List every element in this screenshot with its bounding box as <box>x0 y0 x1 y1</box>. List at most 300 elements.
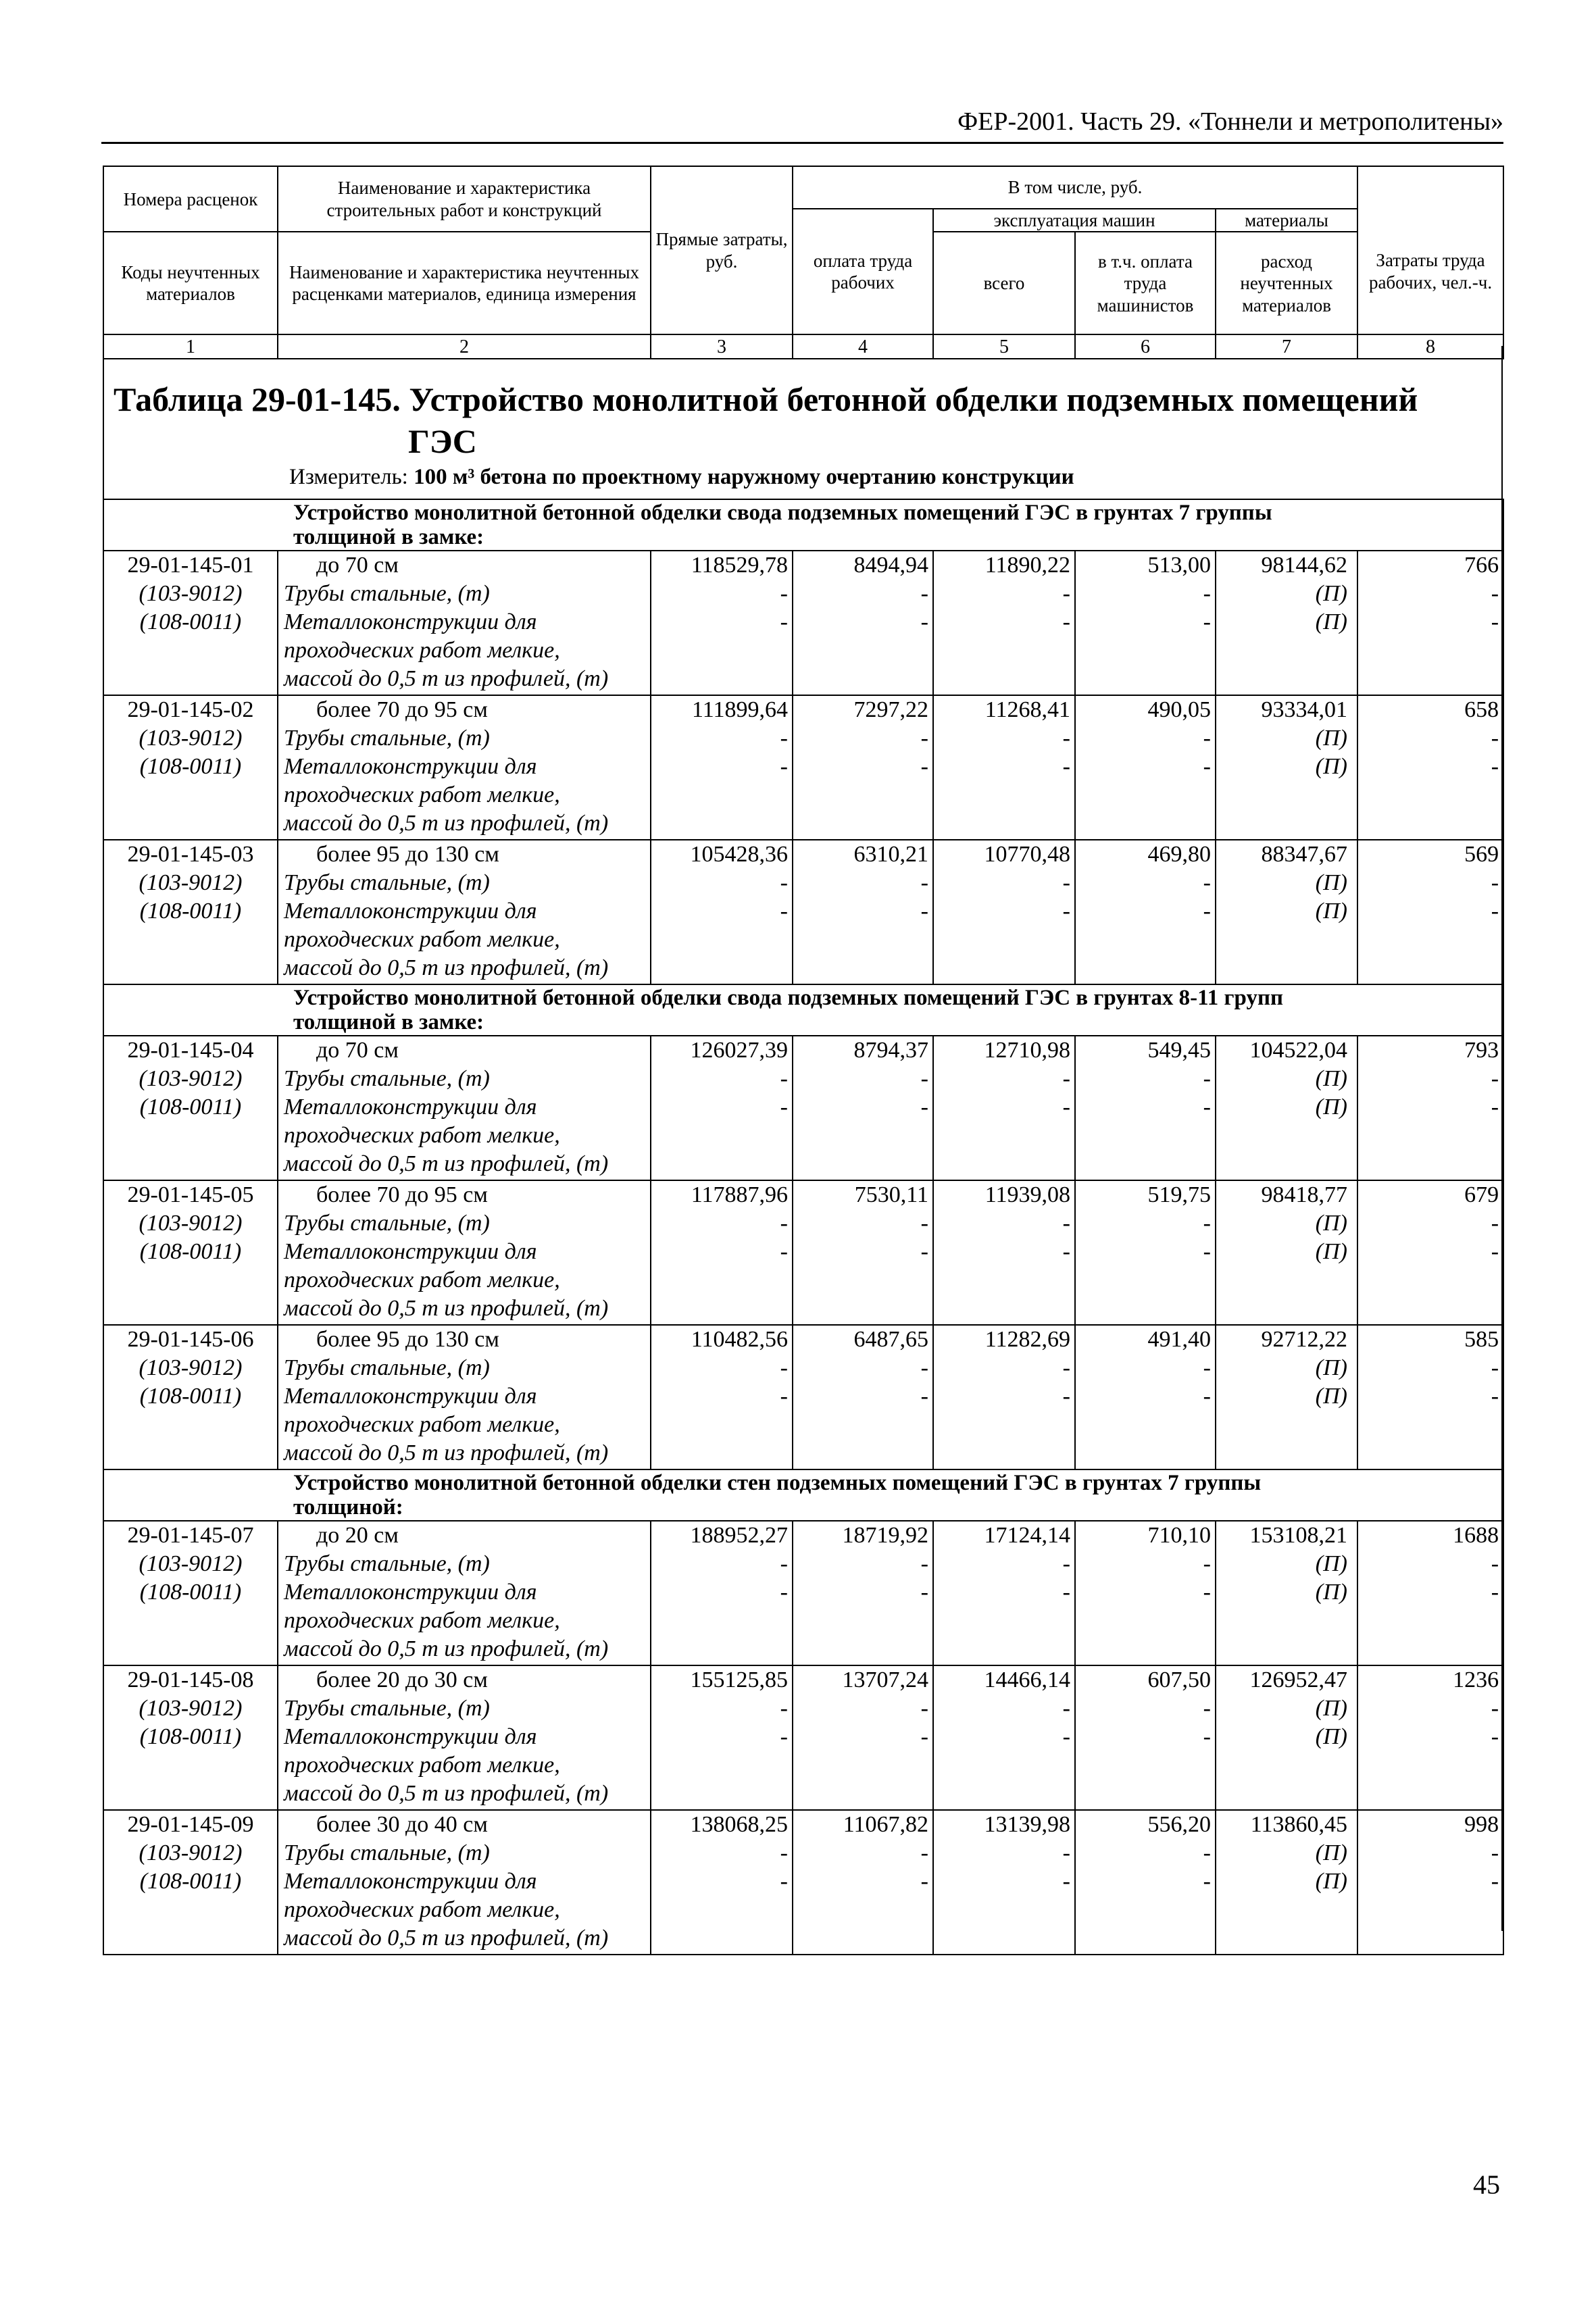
material-steel-line1: Металлоконструкции для <box>284 899 537 924</box>
spacer <box>655 1752 788 1780</box>
section-heading <box>103 499 1503 551</box>
material-code: (103-9012) <box>139 1551 243 1576</box>
spacer <box>108 1752 273 1780</box>
dash: - <box>1491 1095 1499 1120</box>
page-number: 45 <box>1473 2169 1500 2200</box>
machine-cost-cell <box>933 1665 1075 1810</box>
spacer <box>655 810 788 838</box>
spacer <box>938 1122 1070 1151</box>
spacer <box>1220 1636 1347 1664</box>
material-code: (108-0011) <box>139 1724 242 1749</box>
labor-hours: 793 <box>1464 1038 1499 1063</box>
spacer <box>108 1636 273 1664</box>
material-code: (108-0011) <box>139 609 242 634</box>
dash: - <box>920 1580 928 1605</box>
dash: - <box>1203 1551 1211 1576</box>
labor-cost-cell <box>793 1521 933 1665</box>
material-pipes: Трубы стальные, (т) <box>284 1696 490 1721</box>
dash: - <box>920 1239 928 1264</box>
col6-head: в т.ч. оплата труда машинистов <box>1075 232 1216 334</box>
dash: - <box>1203 1239 1211 1264</box>
dash: - <box>1203 1696 1211 1721</box>
material-pipes: Трубы стальные, (т) <box>284 1066 490 1091</box>
operator-cost-cell <box>1075 1810 1216 1955</box>
spacer <box>108 1295 273 1324</box>
materials-cost-cell <box>1216 1810 1357 1955</box>
material-pipes: Трубы стальные, (т) <box>284 1211 490 1236</box>
spacer <box>108 955 273 983</box>
material-code: (108-0011) <box>139 1095 242 1120</box>
dash: - <box>1203 1095 1211 1120</box>
labor-hours-cell <box>1357 695 1503 840</box>
material-code: (103-9012) <box>139 870 243 895</box>
spacer <box>1220 1752 1347 1780</box>
dash: - <box>780 1724 788 1749</box>
section-heading <box>103 1469 1503 1521</box>
table-row <box>103 1665 1503 1810</box>
rate-code-cell <box>103 1180 278 1325</box>
labor-cost-cell <box>793 1325 933 1469</box>
rate-code-cell <box>103 1325 278 1469</box>
spacer <box>1220 926 1347 955</box>
work-name: до 70 см <box>316 1038 399 1063</box>
labor-cost-cell <box>793 840 933 984</box>
material-mark: (П) <box>1315 726 1347 751</box>
dash: - <box>780 899 788 924</box>
table-row <box>103 695 1503 840</box>
rate-code-cell <box>103 840 278 984</box>
spacer <box>938 1607 1070 1636</box>
dash: - <box>1203 726 1211 751</box>
dash: - <box>920 1551 928 1576</box>
spacer <box>797 1780 928 1809</box>
material-steel-line3: массой до 0,5 т из профилей, (т) <box>284 666 609 691</box>
spacer <box>938 1780 1070 1809</box>
materials-cost: 153108,21 <box>1249 1523 1347 1548</box>
material-steel-line3: массой до 0,5 т из профилей, (т) <box>284 1440 609 1465</box>
dash: - <box>1491 1211 1499 1236</box>
material-steel-line3: массой до 0,5 т из профилей, (т) <box>284 1151 609 1176</box>
spacer <box>1362 1267 1499 1295</box>
spacer <box>655 1607 788 1636</box>
spacer <box>1080 1151 1211 1179</box>
rate-code: 29-01-145-06 <box>127 1327 254 1352</box>
spacer <box>1362 665 1499 694</box>
work-name-cell <box>278 1665 651 1810</box>
spacer <box>797 1440 928 1468</box>
dash: - <box>780 1696 788 1721</box>
direct-cost: 117887,96 <box>691 1182 788 1207</box>
dash: - <box>920 1066 928 1091</box>
dash: - <box>1203 870 1211 895</box>
dash: - <box>1491 1355 1499 1380</box>
material-code: (103-9012) <box>139 1355 243 1380</box>
machine-cost: 11939,08 <box>984 1182 1070 1207</box>
direct-cost-cell <box>651 695 793 840</box>
spacer <box>655 1151 788 1179</box>
material-code: (103-9012) <box>139 581 243 606</box>
dash: - <box>1491 726 1499 751</box>
material-code: (103-9012) <box>139 1840 243 1865</box>
spacer <box>655 1636 788 1664</box>
spacer <box>1220 1607 1347 1636</box>
spacer <box>108 926 273 955</box>
rate-code-cell <box>103 1521 278 1665</box>
operator-cost-cell <box>1075 1325 1216 1469</box>
dash: - <box>1062 1211 1070 1236</box>
work-name-cell <box>278 1325 651 1469</box>
machine-cost: 14466,14 <box>984 1667 1070 1692</box>
operator-cost-cell <box>1075 1180 1216 1325</box>
direct-cost: 105428,36 <box>690 842 788 867</box>
dash: - <box>1062 1580 1070 1605</box>
spacer <box>655 926 788 955</box>
col8-head-spacer <box>1357 166 1503 209</box>
work-name: более 20 до 30 см <box>316 1667 488 1692</box>
direct-cost: 110482,56 <box>691 1327 788 1352</box>
spacer <box>797 665 928 694</box>
material-steel-line3: массой до 0,5 т из профилей, (т) <box>284 1926 609 1951</box>
spacer <box>1080 955 1211 983</box>
rate-code: 29-01-145-01 <box>127 553 254 578</box>
operator-cost: 607,50 <box>1147 1667 1211 1692</box>
column-header-table <box>103 166 1504 359</box>
dash: - <box>780 1095 788 1120</box>
spacer <box>108 665 273 694</box>
labor-hours-cell <box>1357 1180 1503 1325</box>
machine-cost: 10770,48 <box>984 842 1070 867</box>
material-steel-line1: Металлоконструкции для <box>284 1724 537 1749</box>
dash: - <box>1203 754 1211 779</box>
machine-cost-cell <box>933 695 1075 840</box>
spacer <box>797 1607 928 1636</box>
spacer <box>1362 782 1499 810</box>
dash: - <box>780 581 788 606</box>
machine-cost: 17124,14 <box>984 1523 1070 1548</box>
materials-cost-cell <box>1216 840 1357 984</box>
table-row <box>103 1180 1503 1325</box>
col2-head-top: Наименование и характеристика строительных работ и конструкций <box>278 166 651 232</box>
dash: - <box>920 609 928 634</box>
spacer <box>655 1896 788 1925</box>
spacer <box>655 1267 788 1295</box>
dash: - <box>1062 726 1070 751</box>
group-head: В том числе, руб. <box>793 166 1357 209</box>
dash: - <box>780 1384 788 1409</box>
col-number: 6 <box>1075 334 1216 359</box>
material-steel-line1: Металлоконструкции для <box>284 609 537 634</box>
material-mark: (П) <box>1315 1724 1347 1749</box>
dash: - <box>780 1066 788 1091</box>
dash: - <box>1491 1869 1499 1894</box>
dash: - <box>780 1580 788 1605</box>
col4-head: оплата труда рабочих <box>793 209 933 334</box>
labor-hours: 658 <box>1464 697 1499 722</box>
spacer <box>938 782 1070 810</box>
dash: - <box>780 726 788 751</box>
spacer <box>1080 665 1211 694</box>
work-name-cell <box>278 551 651 695</box>
spacer <box>1362 1151 1499 1179</box>
labor-cost-cell <box>793 1036 933 1180</box>
labor-cost: 8494,94 <box>853 553 928 578</box>
rates-table <box>103 499 1504 1955</box>
work-name-cell <box>278 1521 651 1665</box>
section-heading-line1: Устройство монолитной бетонной обделки свода подземных помещений ГЭС в грунтах 7 группы <box>293 501 1272 525</box>
dash: - <box>920 870 928 895</box>
spacer <box>1080 1295 1211 1324</box>
material-steel-line2: проходческих работ мелкие, <box>284 1412 560 1437</box>
section-heading-line2: толщиной в замке: <box>293 525 484 549</box>
spacer <box>108 1267 273 1295</box>
material-steel-line1: Металлоконструкции для <box>284 1239 537 1264</box>
spacer <box>655 1780 788 1809</box>
spacer <box>797 955 928 983</box>
dash: - <box>1203 1869 1211 1894</box>
dash: - <box>1491 1724 1499 1749</box>
material-steel-line1: Металлоконструкции для <box>284 754 537 779</box>
spacer <box>1362 1607 1499 1636</box>
spacer <box>797 1411 928 1440</box>
spacer <box>1080 1752 1211 1780</box>
dash: - <box>1062 754 1070 779</box>
labor-hours-cell <box>1357 840 1503 984</box>
dash: - <box>780 870 788 895</box>
dash: - <box>1203 1384 1211 1409</box>
spacer <box>1080 782 1211 810</box>
spacer <box>108 782 273 810</box>
material-steel-line3: массой до 0,5 т из профилей, (т) <box>284 811 609 836</box>
spacer <box>938 1925 1070 1953</box>
materials-cost: 93334,01 <box>1261 697 1347 722</box>
spacer <box>655 1295 788 1324</box>
material-steel-line2: проходческих работ мелкие, <box>284 782 560 807</box>
dash: - <box>780 1355 788 1380</box>
spacer <box>655 665 788 694</box>
dash: - <box>780 1211 788 1236</box>
table-title <box>114 378 1492 462</box>
spacer <box>1362 1440 1499 1468</box>
dash: - <box>1491 1840 1499 1865</box>
machines-head: эксплуатация машин <box>933 209 1216 232</box>
table-title-line1: Таблица 29-01-145. Устройство монолитной бетонной обделки подземных помещений <box>114 380 1418 418</box>
spacer <box>1220 782 1347 810</box>
dash: - <box>1062 609 1070 634</box>
spacer <box>1220 1780 1347 1809</box>
material-code: (108-0011) <box>139 1869 242 1894</box>
material-steel-line3: массой до 0,5 т из профилей, (т) <box>284 955 609 980</box>
labor-hours: 1688 <box>1453 1523 1499 1548</box>
material-steel-line1: Металлоконструкции для <box>284 1580 537 1605</box>
material-code: (103-9012) <box>139 726 243 751</box>
col8-head: Затраты труда рабочих, чел.-ч. <box>1357 209 1503 334</box>
materials-cost-cell <box>1216 1521 1357 1665</box>
machine-cost-cell <box>933 1325 1075 1469</box>
material-mark: (П) <box>1315 1840 1347 1865</box>
materials-cost-cell <box>1216 1665 1357 1810</box>
spacer <box>938 1752 1070 1780</box>
material-steel-line3: массой до 0,5 т из профилей, (т) <box>284 1296 609 1321</box>
spacer <box>1080 1267 1211 1295</box>
direct-cost: 111899,64 <box>692 697 788 722</box>
labor-hours-cell <box>1357 551 1503 695</box>
machine-cost-cell <box>933 1180 1075 1325</box>
materials-cost: 104522,04 <box>1249 1038 1347 1063</box>
spacer <box>655 637 788 665</box>
dash: - <box>1491 1066 1499 1091</box>
direct-cost: 118529,78 <box>691 553 788 578</box>
work-name: до 70 см <box>316 553 399 578</box>
spacer <box>1220 1151 1347 1179</box>
work-name-cell <box>278 1036 651 1180</box>
spacer <box>797 1896 928 1925</box>
rate-code-cell <box>103 1036 278 1180</box>
material-mark: (П) <box>1315 1551 1347 1576</box>
material-mark: (П) <box>1315 1580 1347 1605</box>
materials-cost-cell <box>1216 1036 1357 1180</box>
material-pipes: Трубы стальные, (т) <box>284 1840 490 1865</box>
spacer <box>938 1411 1070 1440</box>
work-name: до 20 см <box>316 1523 399 1548</box>
spacer <box>1220 665 1347 694</box>
rate-code-cell <box>103 551 278 695</box>
unit-value: 100 м³ бетона по проектному наружному очертанию конструкции <box>414 465 1074 489</box>
dash: - <box>1062 1384 1070 1409</box>
rate-code: 29-01-145-08 <box>127 1667 254 1692</box>
operator-cost: 491,40 <box>1147 1327 1211 1352</box>
labor-hours-cell <box>1357 1665 1503 1810</box>
work-name: более 30 до 40 см <box>316 1812 488 1837</box>
spacer <box>1362 810 1499 838</box>
materials-cost: 92712,22 <box>1261 1327 1347 1352</box>
work-name-cell <box>278 1180 651 1325</box>
dash: - <box>780 1551 788 1576</box>
material-code: (103-9012) <box>139 1211 243 1236</box>
direct-cost: 138068,25 <box>690 1812 788 1837</box>
rate-code: 29-01-145-02 <box>127 697 254 722</box>
operator-cost-cell <box>1075 1036 1216 1180</box>
operator-cost: 556,20 <box>1147 1812 1211 1837</box>
spacer <box>938 1636 1070 1664</box>
material-mark: (П) <box>1315 1869 1347 1894</box>
table-row <box>103 1325 1503 1469</box>
spacer <box>797 1925 928 1953</box>
dash: - <box>780 1840 788 1865</box>
spacer <box>938 955 1070 983</box>
spacer <box>1362 637 1499 665</box>
spacer <box>1362 1896 1499 1925</box>
dash: - <box>1491 899 1499 924</box>
labor-hours-cell <box>1357 1521 1503 1665</box>
spacer <box>655 1440 788 1468</box>
direct-cost-cell <box>651 1810 793 1955</box>
operator-cost: 710,10 <box>1147 1523 1211 1548</box>
material-code: (108-0011) <box>139 899 242 924</box>
rate-code: 29-01-145-03 <box>127 842 254 867</box>
col7-head: расход неучтенных материалов <box>1216 232 1357 334</box>
col1-head-top: Номера расценок <box>103 166 278 232</box>
work-name-cell <box>278 840 651 984</box>
labor-cost: 11067,82 <box>843 1812 928 1837</box>
dash: - <box>1062 1551 1070 1576</box>
material-steel-line1: Металлоконструкции для <box>284 1384 537 1409</box>
work-name: более 95 до 130 см <box>316 1327 499 1352</box>
col2-head-bottom: Наименование и характеристика неучтенных расценками материалов, единица измерения <box>278 232 651 334</box>
labor-hours-cell <box>1357 1810 1503 1955</box>
dash: - <box>1491 1551 1499 1576</box>
dash: - <box>1062 1095 1070 1120</box>
labor-cost-cell <box>793 551 933 695</box>
work-name: более 70 до 95 см <box>316 1182 488 1207</box>
dash: - <box>1491 754 1499 779</box>
material-mark: (П) <box>1315 1066 1347 1091</box>
dash: - <box>1062 870 1070 895</box>
spacer <box>1362 1636 1499 1664</box>
material-steel-line2: проходческих работ мелкие, <box>284 1753 560 1778</box>
labor-cost-cell <box>793 1180 933 1325</box>
dash: - <box>1062 1724 1070 1749</box>
spacer <box>1080 810 1211 838</box>
material-code: (103-9012) <box>139 1066 243 1091</box>
operator-cost: 549,45 <box>1147 1038 1211 1063</box>
spacer <box>1362 955 1499 983</box>
spacer <box>108 1896 273 1925</box>
labor-hours: 569 <box>1464 842 1499 867</box>
machine-cost-cell <box>933 840 1075 984</box>
labor-hours: 998 <box>1464 1812 1499 1837</box>
material-mark: (П) <box>1315 581 1347 606</box>
col-number: 7 <box>1216 334 1357 359</box>
spacer <box>938 1295 1070 1324</box>
labor-hours: 679 <box>1464 1182 1499 1207</box>
dash: - <box>780 754 788 779</box>
spacer <box>1220 1122 1347 1151</box>
spacer <box>797 1122 928 1151</box>
material-steel-line1: Металлоконструкции для <box>284 1869 537 1894</box>
spacer <box>108 637 273 665</box>
spacer <box>938 1151 1070 1179</box>
spacer <box>1220 955 1347 983</box>
spacer <box>1362 1752 1499 1780</box>
table-row <box>103 1521 1503 1665</box>
spacer <box>1080 1925 1211 1953</box>
labor-hours: 585 <box>1464 1327 1499 1352</box>
dash: - <box>1203 899 1211 924</box>
dash: - <box>1062 1066 1070 1091</box>
materials-cost: 98144,62 <box>1261 553 1347 578</box>
labor-hours-cell <box>1357 1036 1503 1180</box>
direct-cost-cell <box>651 840 793 984</box>
labor-hours-cell <box>1357 1325 1503 1469</box>
dash: - <box>920 1724 928 1749</box>
spacer <box>108 1411 273 1440</box>
spacer <box>797 810 928 838</box>
spacer <box>797 1636 928 1664</box>
table-row <box>103 551 1503 695</box>
material-code: (108-0011) <box>139 1239 242 1264</box>
section-heading-line2: толщиной: <box>293 1495 403 1519</box>
dash: - <box>920 1211 928 1236</box>
materials-cost: 88347,67 <box>1261 842 1347 867</box>
labor-cost: 7530,11 <box>854 1182 928 1207</box>
direct-cost: 188952,27 <box>690 1523 788 1548</box>
dash: - <box>1062 1840 1070 1865</box>
spacer <box>797 782 928 810</box>
dash: - <box>920 581 928 606</box>
spacer <box>108 1440 273 1468</box>
labor-cost: 6487,65 <box>853 1327 928 1352</box>
materials-head: материалы <box>1216 209 1357 232</box>
